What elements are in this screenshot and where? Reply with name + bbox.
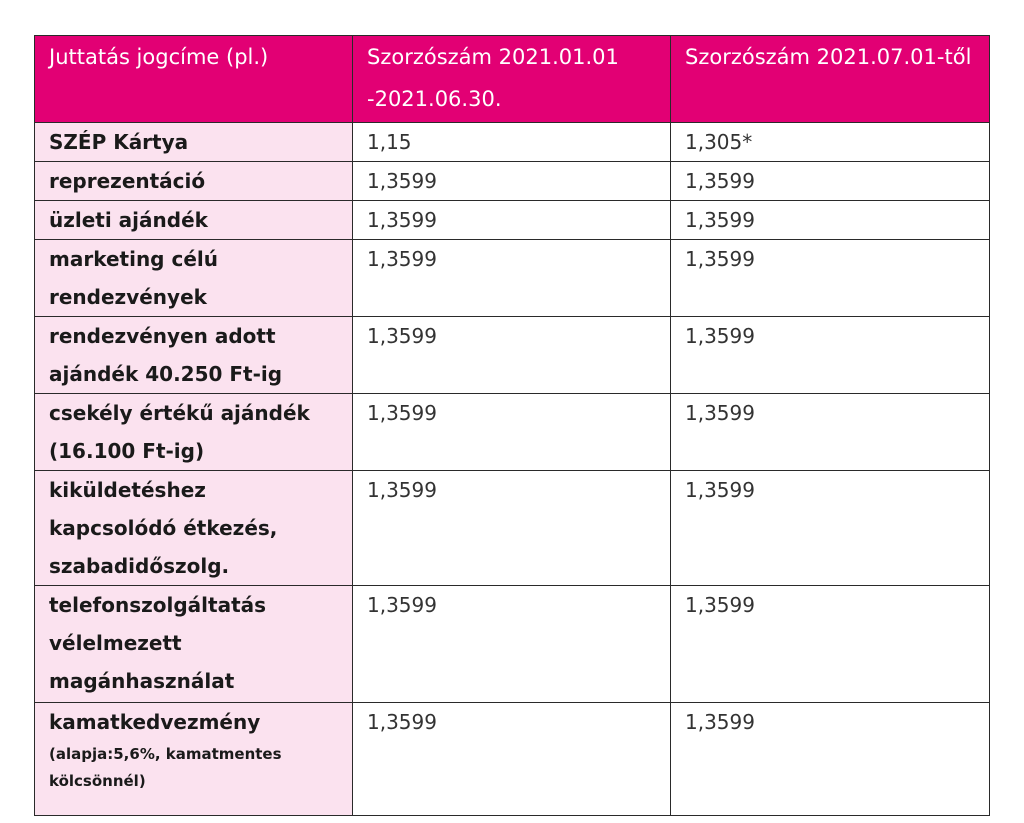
benefit-cell bbox=[35, 703, 353, 816]
multiplier-h2: 1,3599 bbox=[671, 162, 990, 201]
multiplier-h2: 1,3599 bbox=[671, 703, 990, 816]
multiplier-h1: 1,15 bbox=[353, 123, 671, 162]
multiplier-h1: 1,3599 bbox=[353, 317, 671, 394]
table-row bbox=[35, 162, 990, 201]
multiplier-h2: 1,3599 bbox=[671, 317, 990, 394]
table-row bbox=[35, 240, 990, 317]
multiplier-h1: 1,3599 bbox=[353, 162, 671, 201]
multiplier-h2: 1,3599 bbox=[671, 586, 990, 703]
multiplier-h2: 1,3599 bbox=[671, 201, 990, 240]
multiplier-h2: 1,305* bbox=[671, 123, 990, 162]
benefit-label: kamatkedvezmény bbox=[49, 710, 261, 734]
header-benefit-type: Juttatás jogcíme (pl.) bbox=[35, 36, 353, 123]
table-row bbox=[35, 471, 990, 586]
benefit-label: reprezentáció bbox=[35, 162, 353, 201]
benefit-note: (alapja:5,6%, kamatmentes kölcsönnél) bbox=[49, 745, 282, 790]
multiplier-table bbox=[34, 35, 990, 816]
benefit-label: rendezvényen adott ajándék 40.250 Ft-ig bbox=[35, 317, 353, 394]
multiplier-h2: 1,3599 bbox=[671, 394, 990, 471]
header-multiplier-h2: Szorzószám 2021.07.01-től bbox=[671, 36, 990, 123]
multiplier-h1: 1,3599 bbox=[353, 201, 671, 240]
table-row bbox=[35, 394, 990, 471]
table-row bbox=[35, 201, 990, 240]
multiplier-h1: 1,3599 bbox=[353, 240, 671, 317]
multiplier-h1: 1,3599 bbox=[353, 703, 671, 816]
multiplier-h2: 1,3599 bbox=[671, 471, 990, 586]
table-row bbox=[35, 317, 990, 394]
multiplier-h2: 1,3599 bbox=[671, 240, 990, 317]
header-row bbox=[35, 36, 990, 123]
multiplier-h1: 1,3599 bbox=[353, 471, 671, 586]
benefit-label: marketing célú rendezvények bbox=[35, 240, 353, 317]
multiplier-h1: 1,3599 bbox=[353, 586, 671, 703]
table-row bbox=[35, 123, 990, 162]
benefit-label: kiküldetéshez kapcsolódó étkezés, szabadidőszolg. bbox=[35, 471, 353, 586]
multiplier-h1: 1,3599 bbox=[353, 394, 671, 471]
benefit-label: üzleti ajándék bbox=[35, 201, 353, 240]
table-row bbox=[35, 586, 990, 703]
header-multiplier-h1: Szorzószám 2021.01.01 -2021.06.30. bbox=[353, 36, 671, 123]
benefit-label: telefonszolgáltatás vélelmezett magánhasználat bbox=[35, 586, 353, 703]
benefit-label: SZÉP Kártya bbox=[35, 123, 353, 162]
table-row bbox=[35, 703, 990, 816]
benefit-label: csekély értékű ajándék (16.100 Ft-ig) bbox=[35, 394, 353, 471]
